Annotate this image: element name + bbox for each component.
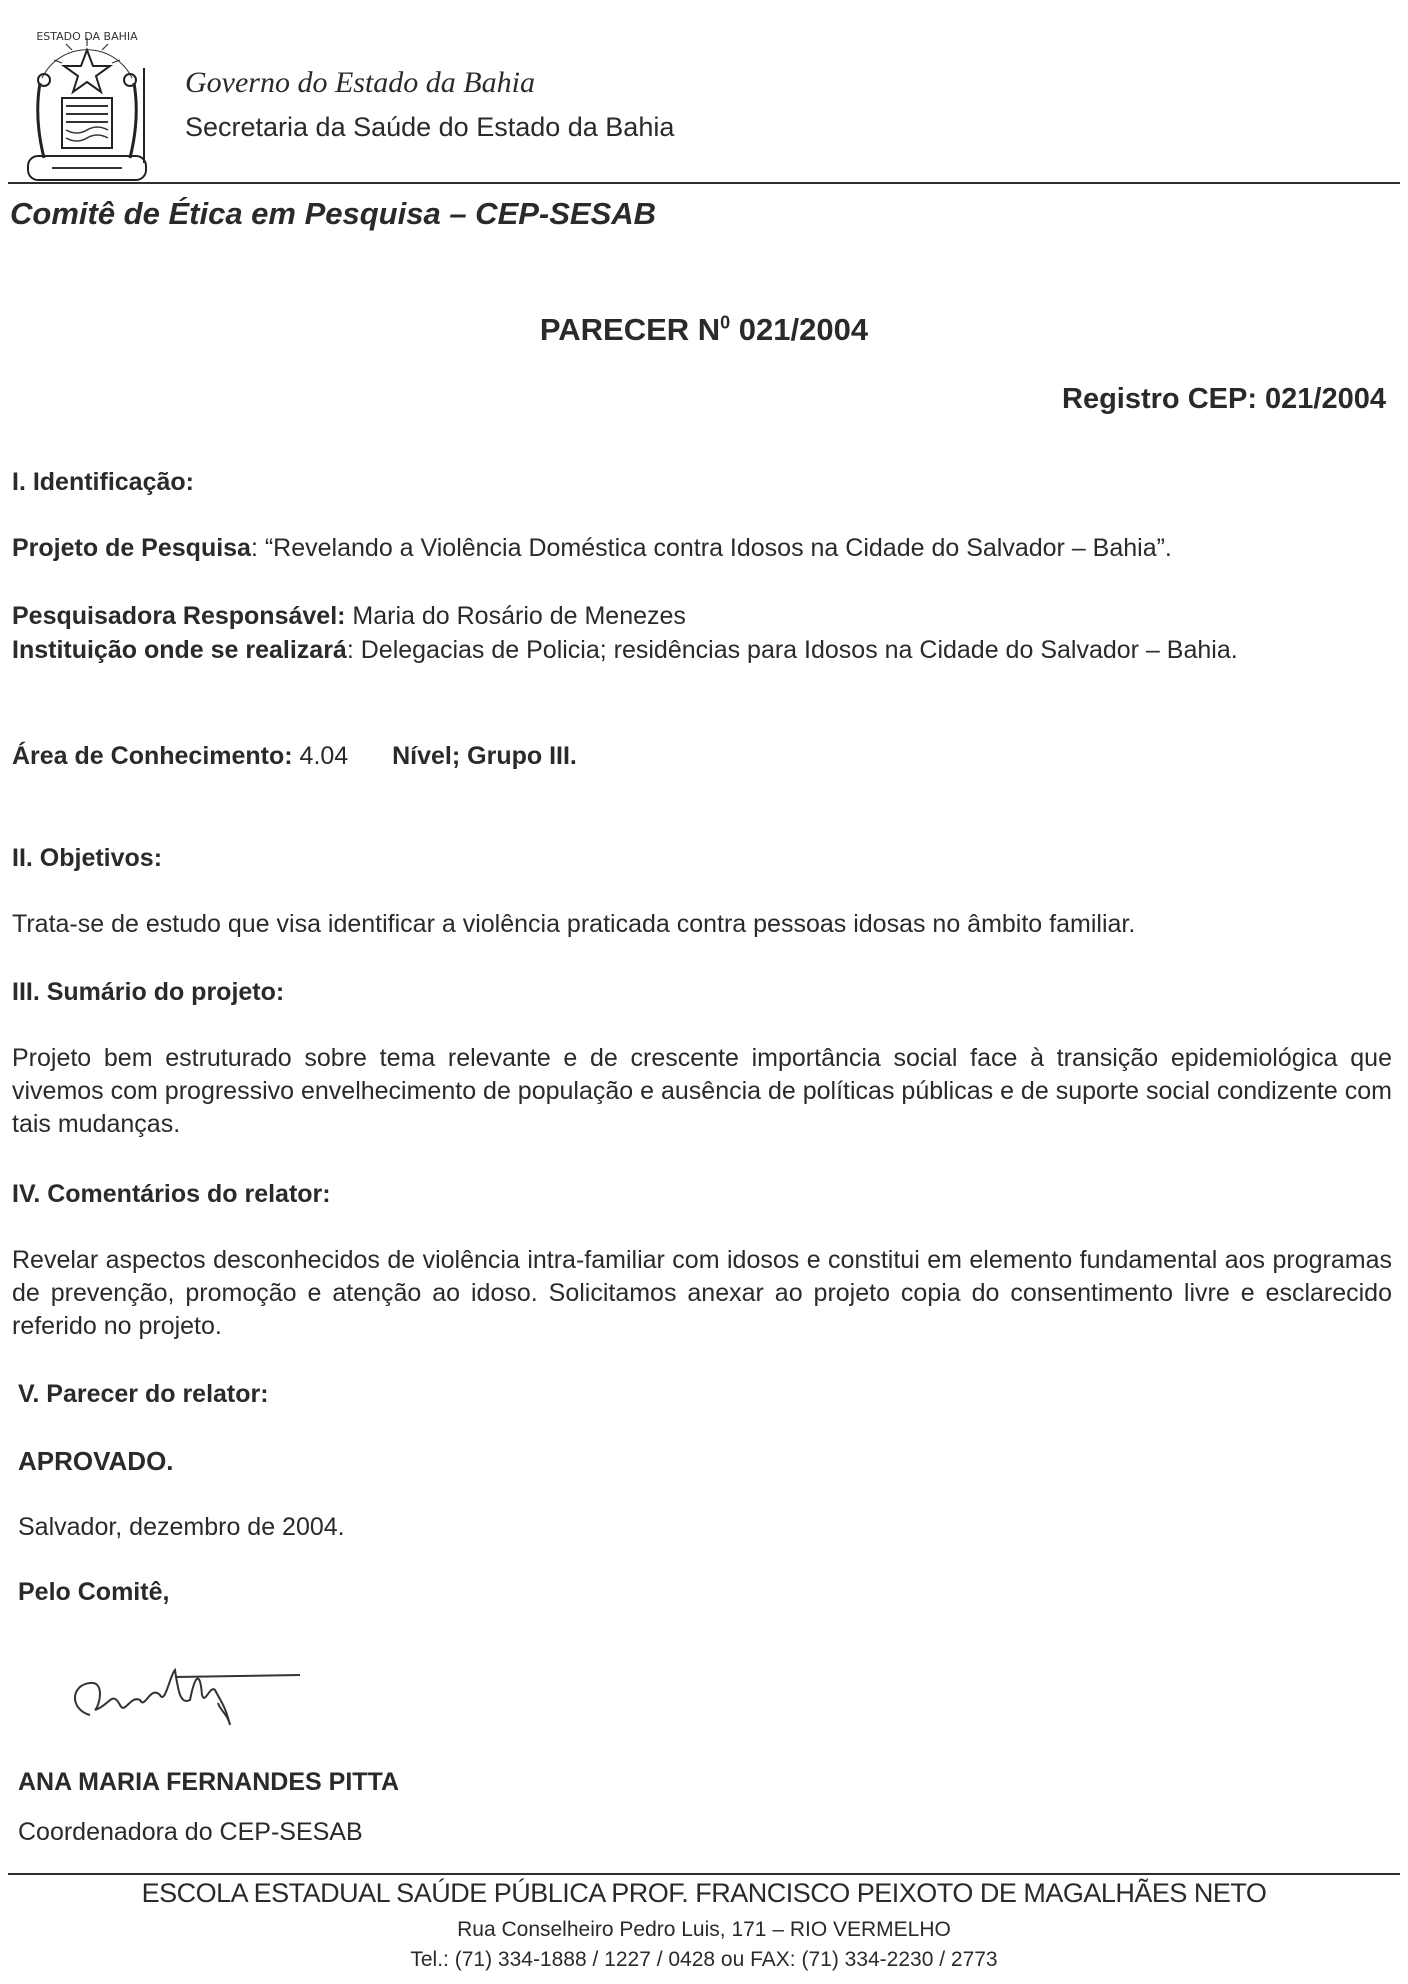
objetivos-text: Trata-se de estudo que visa identificar a violência praticada contra pessoas idosas no âmbito familiar. <box>12 910 1136 938</box>
secretariat-line: Secretaria da Saúde do Estado da Bahia <box>185 112 675 142</box>
title-number: 021/2004 <box>730 312 869 347</box>
crest-text: ESTADO DA BAHIA <box>36 30 138 43</box>
section-heading-identificacao: I. Identificação: <box>12 468 194 496</box>
footer-institution: ESCOLA ESTADUAL SAÚDE PÚBLICA PROF. FRANCISCO PEIXOTO DE MAGALHÃES NETO <box>141 1878 1267 1908</box>
instituicao-field <box>12 634 1392 667</box>
bahia-state-crest-icon <box>22 18 152 188</box>
footer-divider <box>8 1873 1400 1875</box>
projeto-label: Projeto de Pesquisa <box>12 534 251 562</box>
section-heading-comentarios: IV. Comentários do relator: <box>12 1180 331 1208</box>
area-label: Área de Conhecimento: <box>12 742 293 770</box>
comentarios-text: Revelar aspectos desconhecidos de violência intra-familiar com idosos e constitui em elemento fundamental aos programas de prevenção, promoção e atenção ao idoso. Solicitamos anexar ao projeto copia do consentimento livre e esclarecido referido no projeto. <box>12 1246 1392 1340</box>
title-prefix: PARECER N <box>539 312 721 347</box>
footer-phones: Tel.: (71) 334-1888 / 1227 / 0428 ou FAX: (71) 334-2230 / 2773 <box>410 1948 998 1971</box>
section-heading-objetivos: II. Objetivos: <box>12 844 163 872</box>
section-heading-sumario: III. Sumário do projeto: <box>12 978 285 1006</box>
by-committee: Pelo Comitê, <box>18 1578 170 1606</box>
parecer-result: APROVADO. <box>18 1446 174 1476</box>
signer-name: ANA MARIA FERNANDES PITTA <box>18 1768 400 1796</box>
signer-role: Coordenadora do CEP-SESAB <box>18 1818 363 1846</box>
registro-cep: Registro CEP: 021/2004 <box>1062 383 1386 415</box>
pesquisadora-value: Maria do Rosário de Menezes <box>345 602 686 630</box>
projeto-field <box>12 532 1392 565</box>
instituicao-value: : Delegacias de Policia; residências para Idosos na Cidade do Salvador – Bahia. <box>346 636 1238 664</box>
place-date: Salvador, dezembro de 2004. <box>18 1513 345 1541</box>
projeto-value: : “Revelando a Violência Doméstica contra Idosos na Cidade do Salvador – Bahia”. <box>250 534 1172 562</box>
pesquisadora-label: Pesquisadora Responsável: <box>12 602 346 630</box>
pesquisadora-field <box>12 600 1392 633</box>
header-divider <box>8 182 1400 184</box>
instituicao-label: Instituição onde se realizará <box>12 636 347 664</box>
area-value: 4.04 <box>292 742 349 770</box>
area-field <box>12 740 1392 773</box>
footer-address: Rua Conselheiro Pedro Luis, 171 – RIO VERMELHO <box>457 1918 951 1941</box>
document-title <box>0 312 1408 348</box>
section-heading-parecer: V. Parecer do relator: <box>18 1380 269 1408</box>
nivel-label: Nível; Grupo III. <box>392 742 577 770</box>
title-superscript: 0 <box>720 312 731 333</box>
signature-icon <box>50 1655 310 1735</box>
sumario-text: Projeto bem estruturado sobre tema relevante e de crescente importância social face à transição epidemiológica que vivemos com progressivo envelhecimento de população e ausência de políticas públicas e de suporte social condizente com tais mudanças. <box>12 1044 1392 1138</box>
government-line: Governo do Estado da Bahia <box>185 66 535 99</box>
committee-title: Comitê de Ética em Pesquisa – CEP-SESAB <box>10 196 657 231</box>
